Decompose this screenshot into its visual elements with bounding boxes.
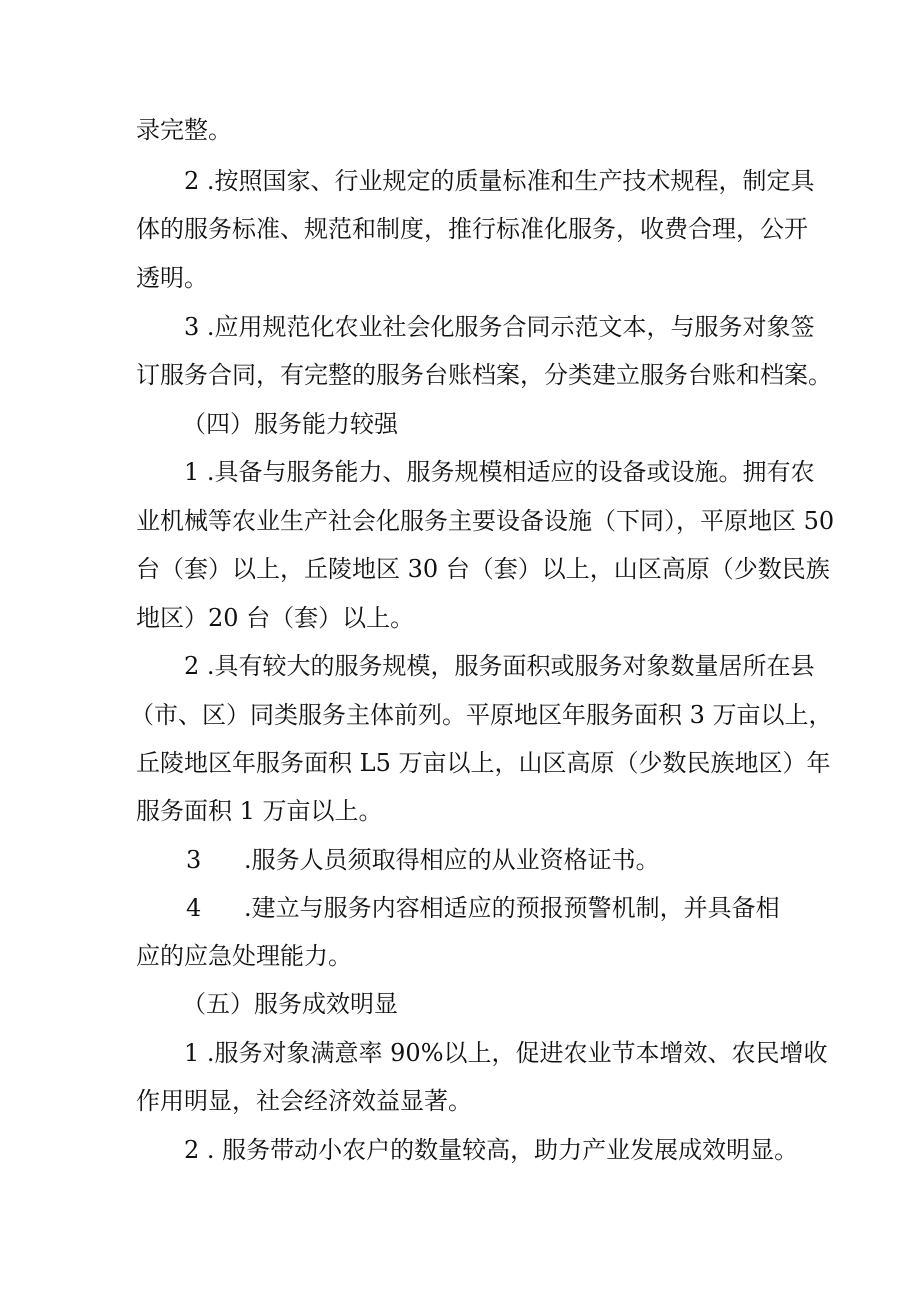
- text-line: 地区）20 台（套）以上。: [136, 604, 415, 632]
- list-item-1: 1 .具备与服务能力、服务规模相适应的设备或设施。拥有农: [184, 458, 815, 486]
- text-line: 业机械等农业生产社会化服务主要设备设施（下同），平原地区 50: [136, 507, 835, 535]
- text-line: 作用明显，社会经济效益显著。: [136, 1087, 472, 1115]
- text-line: 录完整。: [136, 116, 232, 144]
- text-line: 透明。: [136, 264, 208, 292]
- text-line: 台（套）以上，丘陵地区 30 台（套）以上，山区高原（少数民族: [136, 555, 830, 583]
- list-item-2: 2 .按照国家、行业规定的质量标准和生产技术规程，制定具: [184, 167, 815, 195]
- list-item-4-text: .建立与服务内容相适应的预报预警机制，并具备相: [244, 894, 780, 922]
- text-line: 应的应急处理能力。: [136, 942, 352, 970]
- list-item-2: 2 .具有较大的服务规模，服务面积或服务对象数量居所在县: [184, 652, 815, 680]
- text-line: 订服务合同，有完整的服务台账档案，分类建立服务台账和档案。: [136, 361, 832, 389]
- list-item-3: 3 .应用规范化农业社会化服务合同示范文本，与服务对象签: [184, 313, 815, 341]
- text-line: （市、区）同类服务主体前列。平原地区年服务面积 3 万亩以上，: [130, 701, 833, 729]
- section-heading-5: （五）服务成效明显: [182, 990, 398, 1018]
- list-number-3: 3: [186, 846, 202, 874]
- section-heading-4: （四）服务能力较强: [182, 410, 398, 438]
- text-line: 体的服务标准、规范和制度，推行标准化服务，收费合理，公开: [136, 215, 808, 243]
- text-line: 服务面积 1 万亩以上。: [136, 797, 383, 825]
- list-item-3-text: .服务人员须取得相应的从业资格证书。: [244, 846, 660, 874]
- list-number-4: 4: [186, 894, 202, 922]
- text-line: 丘陵地区年服务面积 L5 万亩以上，山区高原（少数民族地区）年: [136, 749, 831, 777]
- list-item-1: 1 .服务对象满意率 90%以上，促进农业节本增效、农民增收: [184, 1039, 828, 1067]
- list-item-2: 2 . 服务带动小农户的数量较高，助力产业发展成效明显。: [184, 1136, 799, 1164]
